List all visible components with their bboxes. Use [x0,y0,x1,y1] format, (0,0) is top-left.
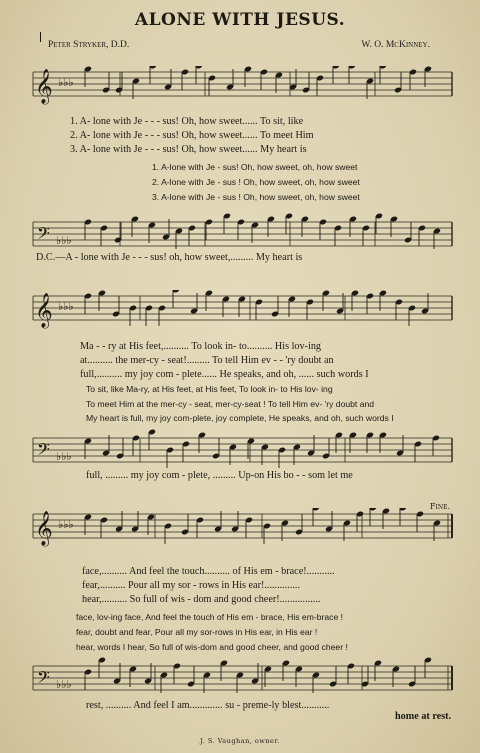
lyric-line: home at rest. [395,711,452,722]
svg-text:♭♭♭: ♭♭♭ [56,678,72,691]
bass-staff-system-3 [0,656,480,706]
fine-marking: Fine. [429,502,450,511]
lyric-line: full, ......... my joy com - plete, ......... Up-on His bo - - som let me [86,470,353,481]
svg-text:𝄞: 𝄞 [35,293,53,328]
lyric-line: 3. A-lone with Je - sus ! Oh, how sweet, oh, how sweet [152,192,360,202]
svg-text:𝄢: 𝄢 [37,439,50,463]
lyricist-credit: Peter Stryker, D.D. [48,40,130,50]
lyric-line: hear,.......... So full of wis - dom and good cheer!................ [82,594,321,605]
lyric-line: face,.......... And feel the touch.......... of His em - brace!........... [82,566,335,577]
lyric-line: 1. A- lone with Je - - - sus! Oh, how sweet...... To sit, like [70,116,304,127]
margin-mark [40,32,41,42]
lyric-line: face, lov-ing face, And feel the touch of His em - brace, His em-brace ! [76,612,344,622]
composer-credit: W. O. McKinney. [361,40,430,50]
hymn-title: ALONE WITH JESUS. [134,10,346,30]
treble-staff-system-3 [0,508,480,558]
svg-text:♭♭♭: ♭♭♭ [58,518,74,531]
svg-text:𝄢: 𝄢 [37,223,50,247]
lyric-line: 1. A-lone with Je - sus! Oh, how sweet, oh, how sweet [152,162,358,172]
svg-text:♭♭♭: ♭♭♭ [56,450,72,463]
svg-text:♭♭♭: ♭♭♭ [58,300,74,313]
lyric-line: fear, doubt and fear, Pour all my sor-rows in His ear, in His ear ! [76,627,318,637]
lyric-line: hear, words I hear, So full of wis-dom and good cheer, and good cheer ! [76,642,348,652]
lyric-line: My heart is full, my joy com-plete, joy complete, He speaks, and oh, such words I [86,413,394,423]
publisher-credit: J. S. Vaughan, owner. [200,737,280,745]
svg-text:𝄞: 𝄞 [35,511,53,546]
lyric-line: full,.......... my joy com - plete...... He speaks, and oh, ...... such words I [80,369,369,380]
treble-staff-system-2 [0,290,480,340]
lyric-line: D.C.—A - lone with Je - - - sus! oh, how sweet,......... My heart is [36,252,303,263]
lyric-line: fear,.......... Pour all my sor - rows in His ear!.............. [82,580,301,591]
lyric-line: 2. A-lone with Je - sus ! Oh, how sweet, oh, how sweet [152,177,360,187]
lyric-line: at.......... the mer-cy - seat!......... To tell Him ev - - 'ry doubt an [80,355,334,366]
svg-text:𝄢: 𝄢 [37,667,50,691]
svg-text:♭♭♭: ♭♭♭ [58,76,74,89]
lyric-line: 3. A- lone with Je - - - sus! Oh, how sweet...... My heart is [70,144,307,155]
svg-text:𝄞: 𝄞 [35,69,53,104]
lyric-line: 2. A- lone with Je - - - sus! Oh, how sweet...... To meet Him [70,130,314,141]
lyric-line: To meet Him at the mer-cy - seat, mer-cy-seat ! To tell Him ev- 'ry doubt and [86,399,375,409]
svg-text:♭♭♭: ♭♭♭ [56,234,72,247]
treble-staff-system-1 [0,66,480,116]
lyric-line: rest, .......... And feel I am............. su - preme-ly blest........... [86,700,330,711]
lyric-line: Ma - - ry at His feet,.......... To look in- to.......... His lov-ing [80,341,322,352]
lyric-line: To sit, like Ma-ry, at His feet, at His feet, To look in- to His lov- ing [86,384,333,394]
